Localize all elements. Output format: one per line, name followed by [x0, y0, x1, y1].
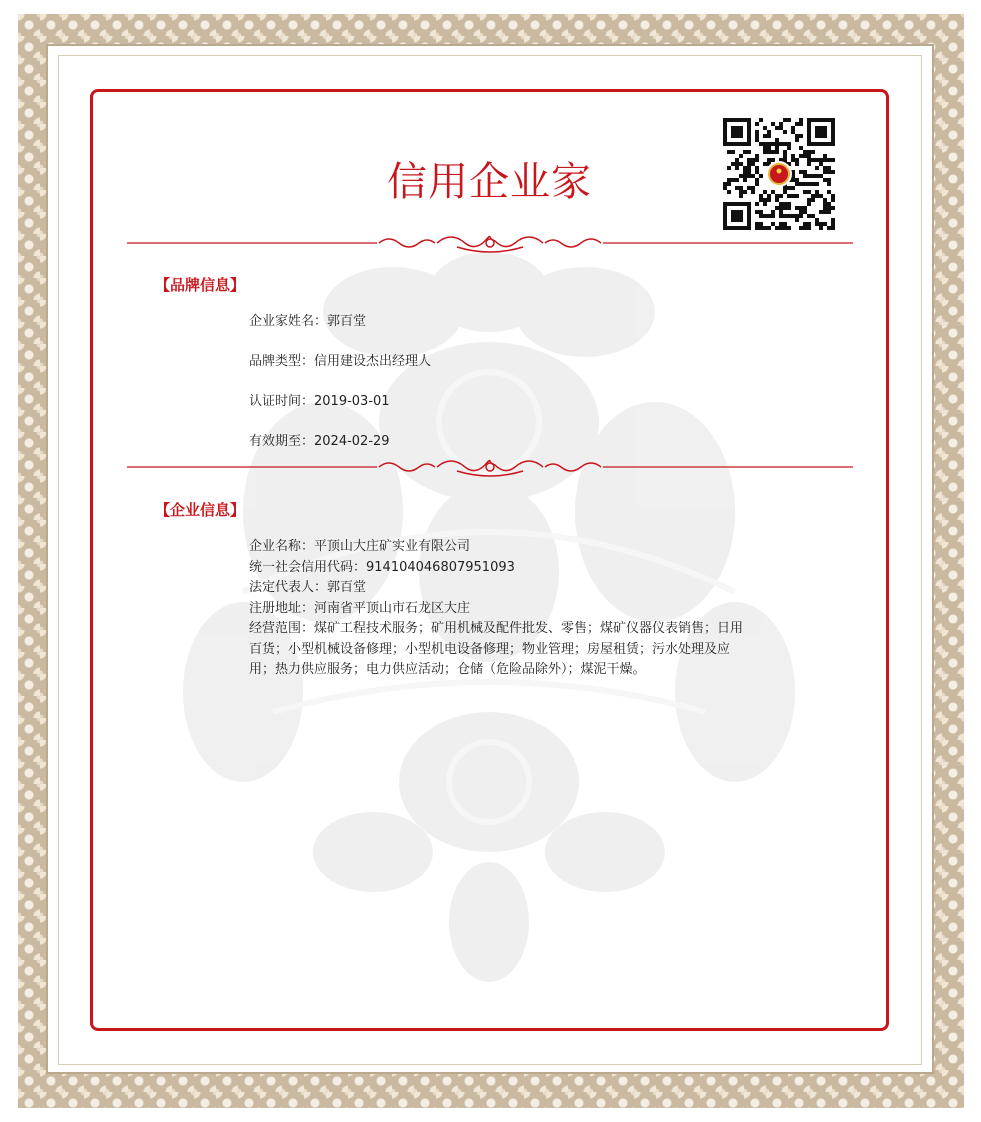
certificate-card	[90, 89, 889, 1031]
field-label: 企业名称：	[249, 539, 315, 554]
field-value: 平顶山大庄矿实业有限公司	[314, 539, 471, 554]
national-emblem-icon	[766, 161, 792, 187]
brand-field-expiry	[249, 430, 390, 449]
certificate-title: 信用企业家	[387, 159, 592, 205]
brand-field-name	[249, 310, 366, 329]
field-value: 煤矿工程技术服务；矿用机械及配件批发、零售；煤矿仪器仪表销售；日用百货；小型机械设备修理；小型机电设备修理；物业管理；房屋租赁；污水处理及应用；热力供应服务；电力供应活动；仓储（危险品除外）；煤泥干燥。	[249, 621, 744, 677]
company-info-block	[249, 537, 745, 681]
credit-code-row	[249, 558, 745, 579]
brand-field-date	[249, 390, 390, 409]
company-info-heading: 【企业信息】	[155, 501, 246, 519]
field-label: 统一社会信用代码：	[249, 559, 367, 575]
field-label: 有效期至：	[249, 434, 315, 449]
field-value: 河南省平顶山市石龙区大庄	[314, 600, 471, 616]
field-label: 法定代表人：	[249, 580, 328, 595]
field-label: 企业家姓名：	[249, 314, 328, 329]
company-name-row	[249, 537, 745, 558]
legal-rep-row	[249, 578, 745, 599]
address-row	[249, 599, 745, 620]
ornament-divider-icon	[127, 457, 853, 477]
field-value: 2019-03-01	[314, 394, 390, 409]
field-value: 郭百堂	[327, 314, 367, 329]
business-scope-row	[249, 619, 745, 681]
field-label: 经营范围：	[249, 621, 315, 636]
field-label: 认证时间：	[249, 394, 315, 409]
field-label: 注册地址：	[249, 600, 315, 616]
ornament-divider-icon	[127, 233, 853, 253]
field-value: 郭百堂	[327, 580, 367, 595]
field-value: 2024-02-29	[314, 434, 390, 449]
field-value: 914104046807951093	[366, 559, 515, 575]
field-value: 信用建设杰出经理人	[314, 354, 432, 369]
brand-field-type	[249, 350, 431, 369]
brand-info-heading: 【品牌信息】	[155, 276, 246, 294]
field-label: 品牌类型：	[249, 354, 315, 369]
qr-code-icon[interactable]	[723, 118, 835, 230]
